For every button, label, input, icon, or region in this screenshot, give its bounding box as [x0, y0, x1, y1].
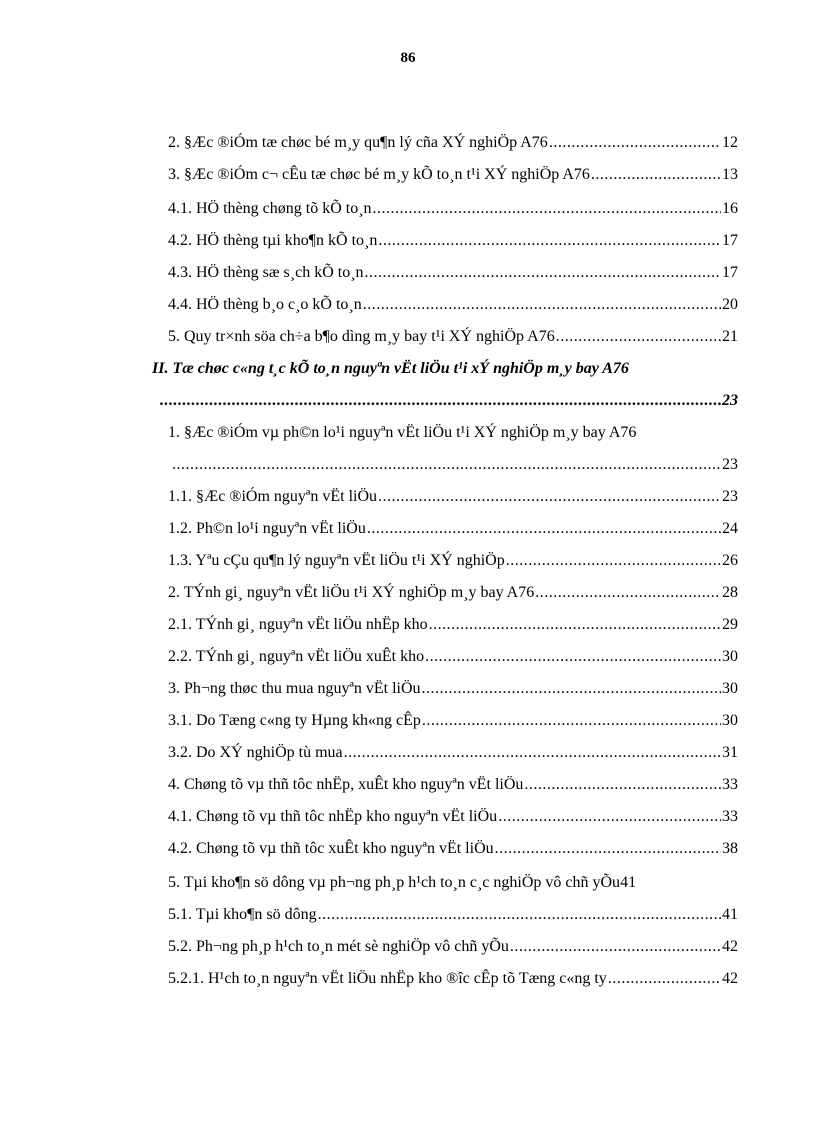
toc-entry[interactable] — [168, 938, 738, 956]
toc-entry[interactable] — [168, 840, 738, 858]
toc-entry[interactable] — [168, 232, 738, 250]
toc-entry-label: 3.2. Do XÝ nghiÖp tù mua — [168, 744, 343, 761]
toc-entry-label-line[interactable] — [168, 424, 636, 442]
leader-dots — [506, 552, 721, 570]
toc-entry-page: 17 — [722, 232, 738, 249]
leader-dots — [422, 712, 721, 730]
leader-dots — [373, 200, 721, 218]
leader-dots — [535, 584, 721, 602]
leader-dots — [608, 970, 721, 988]
page-number: 86 — [400, 50, 416, 66]
leader-dots — [549, 134, 721, 152]
leader-dots — [422, 680, 721, 698]
toc-entry-page: 20 — [722, 296, 738, 313]
toc-entry-label: 4.2. Chøng tõ vµ thñ tôc xuÊt kho nguyªn vËt liÖu — [168, 840, 494, 857]
toc-entry-page: 42 — [722, 938, 738, 955]
toc-entry[interactable] — [168, 520, 738, 538]
toc-entry[interactable] — [168, 552, 738, 570]
toc-entry-page: 21 — [722, 328, 738, 345]
section-heading[interactable]: II. Tæ chøc c«ng t¸c kÕ to¸n nguyªn vËt liÖu t¹i xÝ nghiÖp m¸y bay A76 — [152, 360, 629, 377]
leader-dots — [365, 264, 721, 282]
toc-entry-label: 4.4. HÖ thèng b¸o c¸o kÕ to¸n — [168, 296, 362, 313]
toc-entry[interactable] — [168, 680, 738, 698]
toc-entry[interactable] — [168, 616, 738, 634]
toc-entry[interactable] — [168, 166, 738, 184]
toc-entry-page: 26 — [722, 552, 738, 569]
toc-entry-page: 33 — [722, 776, 738, 793]
toc-entry[interactable] — [168, 808, 738, 826]
toc-entry-label: 5. Tµi kho¶n sö dông vµ ph¬ng ph¸p h¹ch to¸n c¸c nghiÖp vô chñ yÕu — [168, 874, 621, 891]
toc-entry-page: 28 — [722, 584, 738, 601]
toc-entry[interactable] — [168, 648, 738, 666]
leader-dots — [524, 776, 721, 794]
toc-entry-page: 23 — [722, 456, 738, 473]
leader-dots — [591, 166, 721, 184]
leader-dots — [510, 938, 721, 956]
leader-dots — [344, 744, 721, 762]
toc-entry-label: 4.3. HÖ thèng sæ s¸ch kÕ to¸n — [168, 264, 364, 281]
toc-entry-page: 30 — [722, 648, 738, 665]
toc-entry-page: 41 — [722, 906, 738, 923]
toc-entry-label: 3. Ph¬ng thøc thu mua nguyªn vËt liÖu — [168, 680, 421, 697]
toc-entry-label: 4.1. HÖ thèng chøng tõ kÕ to¸n — [168, 200, 372, 217]
toc-entry[interactable] — [168, 264, 738, 282]
toc-entry-label: 5. Quy tr×nh söa ch÷a b¶o dìng m¸y bay t¹i XÝ nghiÖp A76 — [168, 328, 555, 345]
leader-dots — [556, 328, 721, 346]
leader-dots — [367, 520, 721, 538]
toc-entry[interactable] — [168, 328, 738, 346]
leader-dots — [425, 648, 721, 666]
toc-entry-page: 42 — [722, 970, 738, 987]
leader-dots — [172, 456, 722, 474]
toc-entry-page: 13 — [722, 166, 738, 183]
toc-entry[interactable] — [168, 296, 738, 314]
toc-entry-page: 16 — [722, 200, 738, 217]
leader-dots — [429, 616, 721, 634]
toc-entry-label: 1.3. Yªu cÇu qu¶n lý nguyªn vËt liÖu t¹i XÝ nghiÖp — [168, 552, 505, 569]
toc-entry-label: 3.1. Do Tæng c«ng ty Hµng kh«ng cÊp — [168, 712, 421, 729]
leader-dots — [495, 840, 721, 858]
toc-entry-page: 38 — [722, 840, 738, 857]
toc-entry[interactable] — [168, 744, 738, 762]
toc-entry-leader — [172, 456, 738, 474]
toc-entry-label: 2. TÝnh gi¸ nguyªn vËt liÖu t¹i XÝ nghiÖp m¸y bay A76 — [168, 584, 535, 601]
toc-entry-label: 2. §Æc ®iÓm tæ chøc bé m¸y qu¶n lý cña XÝ nghiÖp A76 — [168, 134, 548, 151]
leader-dots — [318, 906, 721, 924]
toc-entry-label: 1.1. §Æc ®iÓm nguyªn vËt liÖu — [168, 488, 378, 505]
leader-dots — [378, 488, 721, 506]
toc-entry[interactable] — [168, 906, 738, 924]
leader-dots — [378, 232, 721, 250]
toc-entry-label: 2.1. TÝnh gi¸ nguyªn vËt liÖu nhËp kho — [168, 616, 428, 633]
toc-entry[interactable] — [168, 970, 738, 988]
toc-entry-page: 17 — [722, 264, 738, 281]
toc-entry-page: 30 — [722, 680, 738, 697]
toc-entry-page: 33 — [722, 808, 738, 825]
toc-entry-label: 4.1. Chøng tõ vµ thñ tôc nhËp kho nguyªn vËt liÖu — [168, 808, 498, 825]
toc-entry-page: 30 — [722, 712, 738, 729]
toc-entry-page: 23 — [722, 392, 738, 409]
toc-entry-label: 5.2.1. H¹ch to¸n nguyªn vËt liÖu nhËp kho ®îc cÊp tõ Tæng c«ng ty — [168, 970, 607, 987]
leader-dots — [160, 392, 722, 410]
leader-dots — [498, 808, 721, 826]
toc-entry[interactable] — [168, 488, 738, 506]
toc-entry-label: 5.1. Tµi kho¶n sö dông — [168, 906, 317, 923]
toc-entry[interactable] — [168, 712, 738, 730]
toc-entry-page: 29 — [722, 616, 738, 633]
toc-entry-page: 12 — [722, 134, 738, 151]
toc-entry[interactable] — [168, 584, 738, 602]
toc-entry-label: 2.2. TÝnh gi¸ nguyªn vËt liÖu xuÊt kho — [168, 648, 425, 665]
toc-entry[interactable] — [168, 874, 738, 892]
toc-entry[interactable] — [168, 134, 738, 152]
toc-entry-page: 31 — [722, 744, 738, 761]
leader-dots — [363, 296, 721, 314]
toc-entry-page: 24 — [722, 520, 738, 537]
toc-entry-page: 41 — [620, 874, 637, 891]
toc-entry-label: 1.2. Ph©n lo¹i nguyªn vËt liÖu — [168, 520, 366, 537]
toc-entry-page: 23 — [722, 488, 738, 505]
toc-entry-label: 1. §Æc ®iÓm vµ ph©n lo¹i nguyªn vËt liÖu t¹i XÝ nghiÖp m¸y bay A76 — [168, 424, 637, 441]
toc-entry-label: 5.2. Ph¬ng ph¸p h¹ch to¸n mét sè nghiÖp vô chñ yÕu — [168, 938, 509, 955]
toc-entry-label: 4.2. HÖ thèng tµi kho¶n kÕ to¸n — [168, 232, 378, 249]
toc-entry-label: 3. §Æc ®iÓm c¬ cÊu tæ chøc bé m¸y kÕ to¸n t¹i XÝ nghiÖp A76 — [168, 166, 590, 183]
section-heading-leader — [160, 392, 738, 410]
toc-entry-label: 4. Chøng tõ vµ thñ tôc nhËp, xuÊt kho nguyªn vËt liÖu — [168, 776, 524, 793]
toc-entry[interactable] — [168, 200, 738, 218]
toc-entry[interactable] — [168, 776, 738, 794]
